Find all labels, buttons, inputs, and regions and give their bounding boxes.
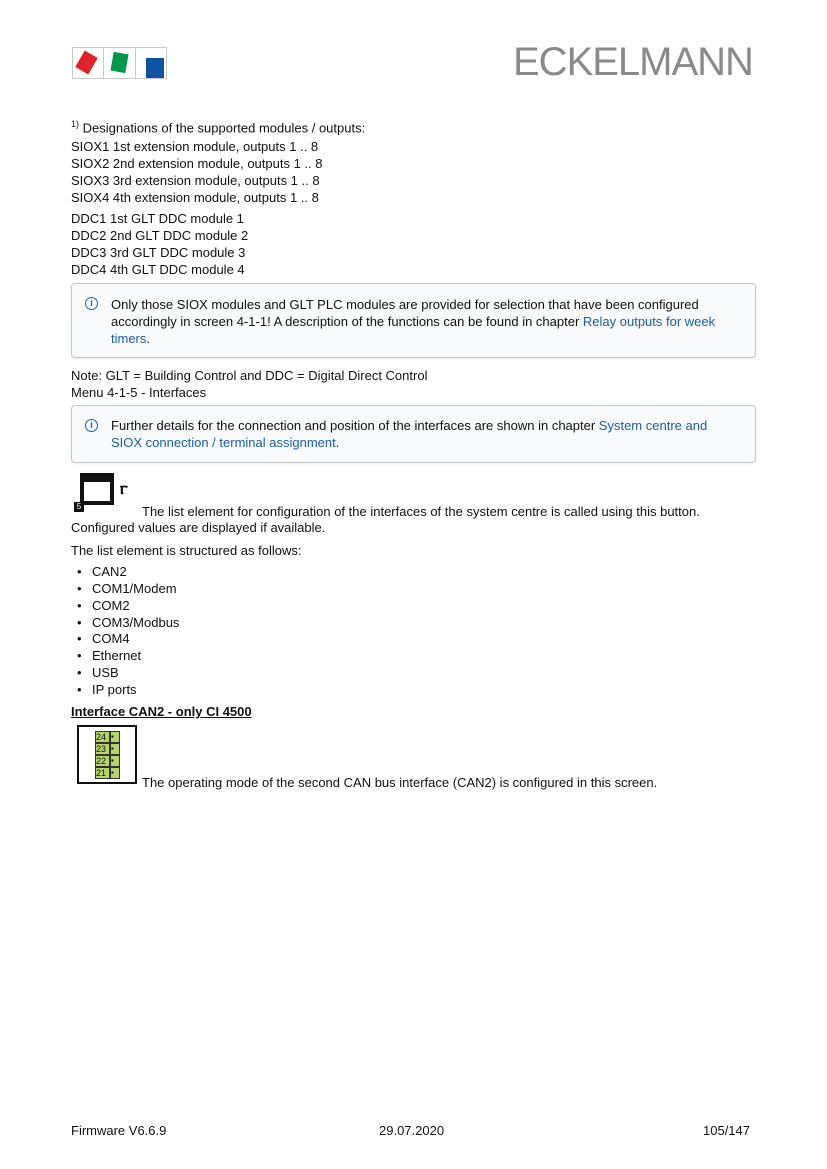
siox-item: SIOX2 2nd extension module, outputs 1 .. 8	[71, 156, 323, 171]
link-relay-outputs[interactable]: Relay outputs for week timers	[111, 314, 716, 346]
menu-title: Menu 4-1-5 - Interfaces	[71, 385, 207, 400]
footer-page: 105/147	[703, 1123, 750, 1138]
link-system-centre[interactable]: System centre and SIOX connection / terminal assignment	[111, 418, 708, 450]
info-icon: i	[85, 297, 98, 310]
siox-item: SIOX4 4th extension module, outputs 1 .. 8	[71, 190, 319, 205]
list-item: • COM3/Modbus	[77, 615, 180, 630]
structure-intro: The list element is structured as follows:	[71, 543, 302, 558]
siox-item: SIOX3 3rd extension module, outputs 1 .. 8	[71, 173, 320, 188]
can2-terminal-icon: 24 ▪ 23 ▪ 22 ▪ 21 ▪	[77, 725, 137, 784]
list-item: • USB	[77, 665, 119, 680]
info-box-interfaces: i Further details for the connection and position of the interfaces are shown in chapter System centre and SIOX connection / terminal assignment.	[71, 405, 756, 463]
eckelmann-logo	[72, 47, 167, 79]
siox-item: SIOX1 1st extension module, outputs 1 .. 8	[71, 139, 319, 154]
list-item: • IP ports	[77, 682, 137, 697]
info-box-modules: i Only those SIOX modules and GLT PLC modules are provided for selection that have been configured accordingly in screen 4-1-1! A description of the functions can be found in chapter Relay outputs for week timers.	[71, 283, 756, 358]
info-icon: i	[85, 419, 98, 432]
footer-date: 29.07.2020	[379, 1123, 445, 1138]
ddc-item: DDC2 2nd GLT DDC module 2	[71, 228, 249, 243]
can2-description: The operating mode of the second CAN bus interface (CAN2) is configured in this screen.	[142, 775, 658, 790]
ddc-item: DDC3 3rd GLT DDC module 3	[71, 245, 246, 260]
ddc-item: DDC4 4th GLT DDC module 4	[71, 262, 245, 277]
button-description: The list element for configuration of the interfaces of the system centre is called using this button.	[142, 504, 700, 519]
footnote: $^{1)}$ Designations of the supported modules / outputs:	[71, 119, 366, 136]
list-item: • Ethernet	[77, 648, 142, 663]
list-item: • CAN2	[77, 564, 127, 579]
list-item: • COM4	[77, 631, 130, 646]
interfaces-button-icon[interactable]: ⲅ 5	[72, 473, 132, 513]
brand-wordmark: ECKELMANN	[513, 40, 753, 84]
footer-firmware: Firmware V6.6.9	[71, 1123, 167, 1138]
ddc-item: DDC1 1st GLT DDC module 1	[71, 211, 244, 226]
button-description-2: Configured values are displayed if available.	[71, 520, 326, 535]
list-item: • COM1/Modem	[77, 581, 177, 596]
note-text: Note: GLT = Building Control and DDC = Digital Direct Control	[71, 368, 428, 383]
key-number: 5	[74, 502, 84, 512]
list-item: • COM2	[77, 598, 130, 613]
section-heading: Interface CAN2 - only CI 4500	[71, 704, 252, 719]
